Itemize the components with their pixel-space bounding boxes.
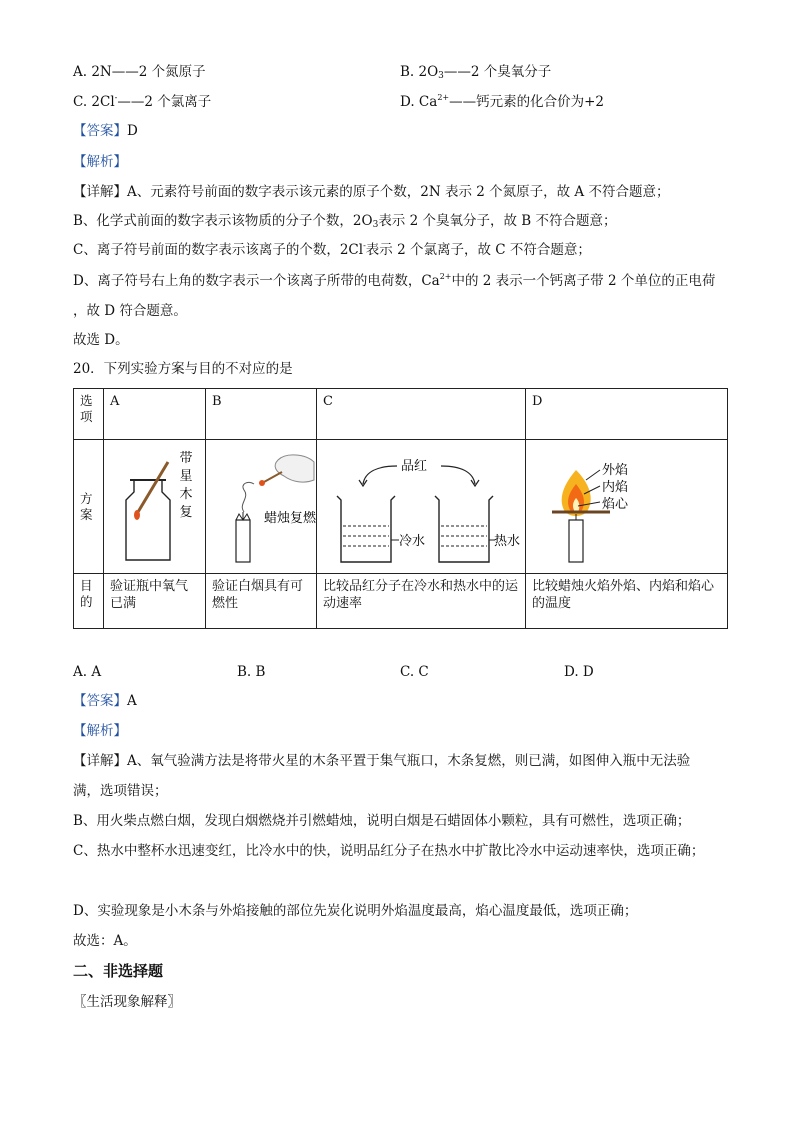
hand-icon [275,455,314,482]
bottle-outline [126,480,170,560]
q20-detail-d: D、实验现象是小木条与外焰接触的部位先炭化说明外焰温度最高，焰心温度最低，选项正确； [73,903,638,919]
row-label-scheme: 方案 [74,440,104,574]
arrow-right [441,466,475,484]
q20-conclusion: 故选：A。 [73,933,137,949]
q19-detail-a: 【详解】A、元素符号前面的数字表示该元素的原子个数，2N 表示 2 个氮原子，故 A 不符合题意； [73,184,670,200]
table-row-goals [74,574,728,629]
diagram-d [526,440,728,574]
gas-bottle-diagram [104,440,205,573]
q20-detail-b: B、用火柴点燃白烟，发现白烟燃烧并引燃蜡烛，说明白烟是石蜡固体小颗粒，具有可燃性，选项正确； [73,813,691,829]
goal-d: 比较蜡烛火焰外焰、内焰和焰心的温度 [526,574,728,629]
section-subtitle: 〖生活现象解释〗 [73,994,181,1010]
beaker-cold [337,496,395,562]
row-label-option: 选项 [74,389,104,440]
diagram-a [104,440,206,574]
diagram-c [317,440,526,574]
label-outer-flame: 外焰 [602,462,629,477]
header-d: D [526,389,728,440]
option-b: B. $2O_3——2$ 个臭氧分子 [400,64,552,81]
beakers-diagram [317,440,525,573]
match-flame-icon [259,480,265,486]
glowing-tip-icon [134,510,140,520]
label-candle: 蜡烛复燃 [264,510,316,525]
header-b: B [206,389,317,440]
table-row-options [74,389,728,440]
q19-conclusion: 故选 D。 [73,332,129,348]
q20-detail-a-cont: 满，选项错误； [73,783,168,799]
candle-icon [236,520,250,562]
option-c: C. 2Cl-——2 个氯离子 [73,93,212,110]
diagram-b [206,440,317,574]
label-stick-4: 复 [179,504,193,519]
header-a: A [104,389,206,440]
row-label-goal: 目的 [74,574,104,629]
beaker-hot [435,496,493,562]
q20-answer: 【答案】A [73,693,137,709]
table-row-schemes [74,440,728,574]
option-d: D. $Ca^{2+}——$钙元素的化合价为+2 [400,93,605,110]
label-cold: 冷水 [399,533,426,548]
q19-detail-b: B、化学式前面的数字表示该物质的分子个数，$2O_3$表示 2 个臭氧分子，故 B 不符合题意； [73,213,617,230]
wood-stick [138,462,168,512]
choice-b: B. B [237,664,266,680]
q19-detail-c: C、离子符号前面的数字表示该离子的个数，2Cl-表示 2 个氯离子，故 C 不符合题意； [73,241,591,258]
smoke-line [242,482,254,512]
q20-stem: 20．下列实验方案与目的不对应的是 [73,361,293,377]
section-title: 二、非选择题 [73,962,164,980]
goal-a: 验证瓶中氧气已满 [104,574,206,629]
pointer-outer [586,470,600,480]
label-hot: 热水 [494,533,521,548]
choice-a: A. A [73,664,102,680]
label-inner-flame: 内焰 [602,479,629,494]
choice-c: C. C [400,664,429,680]
label-dye: 品红 [401,458,428,473]
goal-c: 比较品红分子在冷水和热水中的运动速率 [317,574,526,629]
experiment-table [73,388,728,629]
header-c: C [317,389,526,440]
label-stick-3: 木 [179,486,193,501]
q19-analysis-tag: 【解析】 [73,154,127,170]
match-stick [264,472,282,482]
candle-d-icon [569,520,583,562]
q20-analysis-tag: 【解析】 [73,723,127,739]
q19-detail-d: D、离子符号右上角的数字表示一个该离子所带的电荷数，$Ca^{2+}$中的 2 表示一个钙离子带 2 个单位的正电荷 [73,272,716,289]
goal-b: 验证白烟具有可燃性 [206,574,317,629]
label-flame-core: 焰心 [602,496,629,511]
candle-smoke-diagram [206,440,316,573]
q20-detail-a: 【详解】A、氧气验满方法是将带火星的木条平置于集气瓶口，木条复燃，则已满，如图伸入瓶中无法验 [73,753,691,769]
flame-diagram [526,440,727,573]
choice-d: D. D [564,664,594,680]
q19-answer: 【答案】D [73,123,138,139]
option-a: A. 2N——2 个氮原子 [73,64,206,80]
label-stick-2: 星 [179,468,193,483]
q19-detail-d-cont: ，故 D 符合题意。 [73,303,187,319]
q20-detail-c: C、热水中整杯水迅速变红，比冷水中的快，说明品红分子在热水中扩散比冷水中运动速率快，选项正确； [73,843,705,859]
label-stick-1: 带 [179,450,193,465]
arrow-left [363,466,397,484]
